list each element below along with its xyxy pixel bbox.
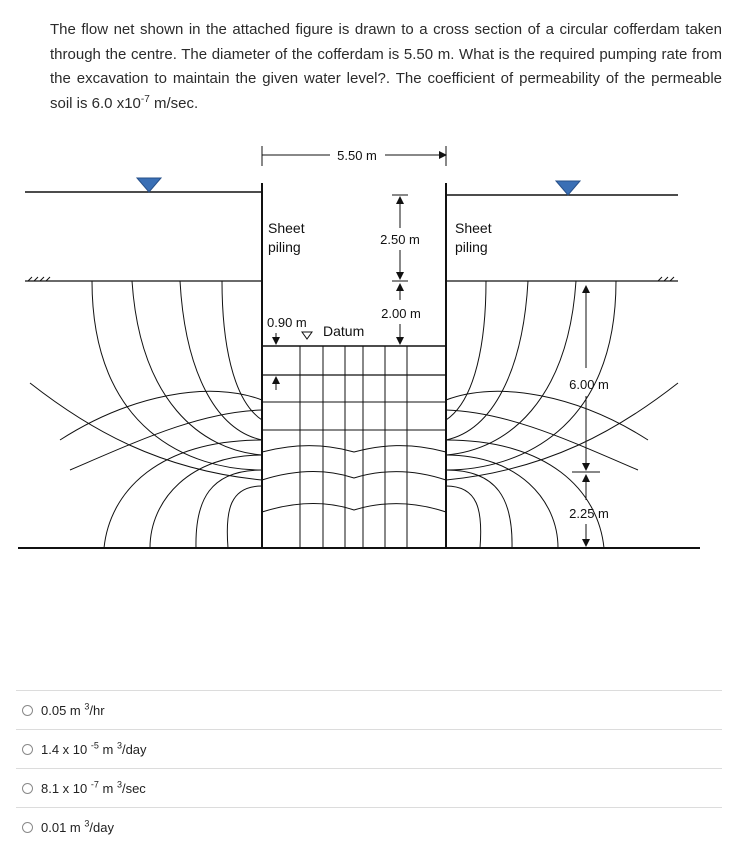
radio-button[interactable] <box>22 744 33 755</box>
dim-250-label: 2.50 m <box>380 232 420 247</box>
question-exponent: -7 <box>140 93 150 105</box>
option-text: 0.01 m $^3$/day <box>41 818 114 835</box>
option-3[interactable] <box>16 768 722 807</box>
right-water-level-icon <box>556 181 580 195</box>
dim-225-label: 2.25 m <box>569 506 609 521</box>
dim-200-label: 2.00 m <box>381 306 421 321</box>
option-2[interactable] <box>16 729 722 768</box>
right-pile-label-line2: piling <box>455 239 488 255</box>
dim-090-label: 0.90 m <box>267 315 307 330</box>
option-text: 0.05 m $^3$/hr <box>41 701 105 718</box>
flow-net-figure <box>0 128 731 558</box>
question-unit: m/sec. <box>149 94 199 112</box>
question-body: The flow net shown in the attached figure is drawn to a cross section of a circular cofferdam taken through the centre. The diameter of the cofferdam is 5.50 m. What is the required pumping rate from the excavation to maintain the given water level?. The coefficient of permeability of the permeable soil is 6.0 x10 <box>50 21 722 112</box>
left-water-level-icon <box>137 178 161 192</box>
left-equipotential-lines <box>30 383 262 480</box>
datum-symbol-icon <box>302 332 312 339</box>
radio-button[interactable] <box>22 705 33 716</box>
right-equipotential-lines <box>446 383 678 480</box>
left-flow-lines <box>92 281 262 548</box>
radio-button[interactable] <box>22 783 33 794</box>
left-pile-label-line2: piling <box>268 239 301 255</box>
diameter-label: 5.50 m <box>337 148 377 163</box>
radio-button[interactable] <box>22 822 33 833</box>
option-text: 8.1 x 10 $^{-7}$ m $^3$/sec <box>41 779 146 796</box>
datum-label: Datum <box>323 323 365 339</box>
question-text <box>50 18 722 116</box>
answer-options <box>16 690 722 846</box>
inside-flow-grid <box>262 346 446 548</box>
option-1[interactable] <box>16 690 722 729</box>
right-pile-label-line1: Sheet <box>455 220 492 236</box>
option-4[interactable] <box>16 807 722 846</box>
left-pile-label-line1: Sheet <box>268 220 305 236</box>
dim-600-label: 6.00 m <box>569 377 609 392</box>
option-text: 1.4 x 10 $^{-5}$ m $^3$/day <box>41 740 147 757</box>
